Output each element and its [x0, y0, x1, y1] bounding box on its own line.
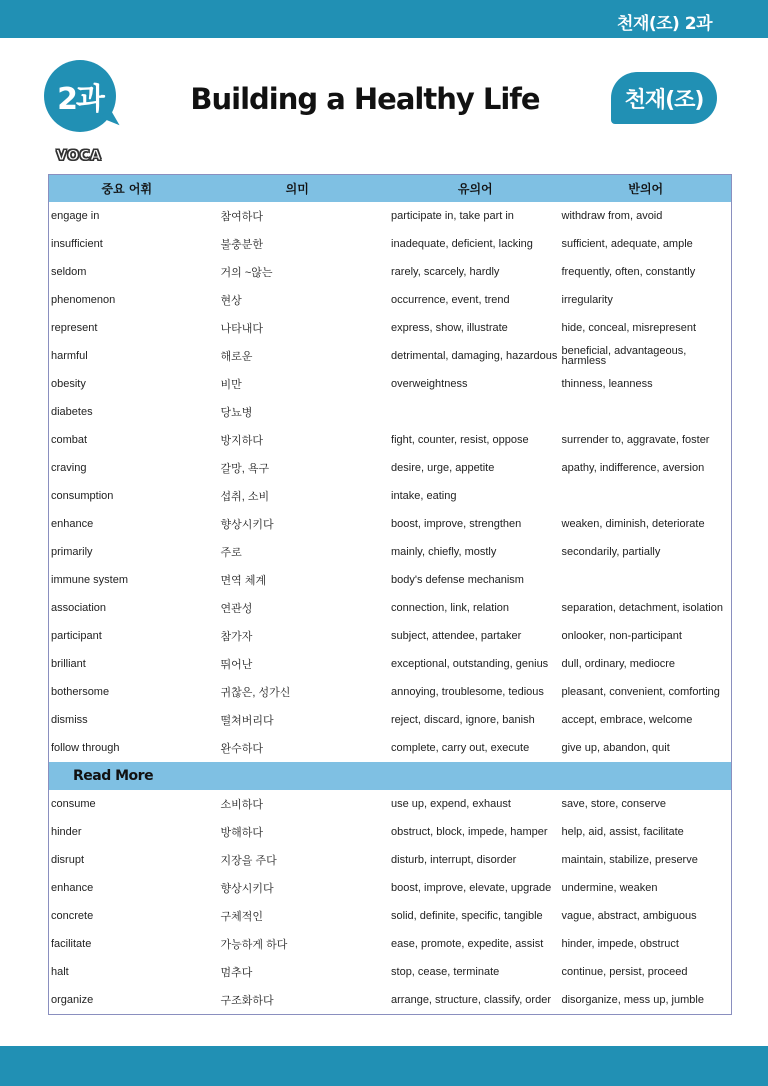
- cell-antonyms: surrender to, aggravate, foster: [561, 434, 710, 446]
- cell-meaning: 뛰어난: [220, 659, 253, 671]
- cell-synonyms: rarely, scarcely, hardly: [391, 266, 500, 278]
- cell-antonyms: continue, persist, proceed: [561, 966, 688, 978]
- cell-word: obesity: [51, 378, 86, 390]
- cell-word: brilliant: [51, 658, 86, 670]
- table-row: [49, 230, 731, 258]
- cell-word: diabetes: [51, 406, 93, 418]
- table-row: [49, 930, 731, 958]
- table-row: [49, 902, 731, 930]
- cell-word: represent: [51, 322, 98, 334]
- cell-antonyms: weaken, diminish, deteriorate: [561, 518, 705, 530]
- cell-synonyms: desire, urge, appetite: [391, 462, 495, 474]
- cell-meaning: 현상: [220, 295, 242, 307]
- cell-synonyms: fight, counter, resist, oppose: [391, 434, 529, 446]
- cell-meaning: 참가자: [220, 631, 253, 643]
- column-header-meaning: 의미: [285, 182, 309, 196]
- cell-antonyms: onlooker, non-participant: [561, 630, 682, 642]
- cell-word: consume: [51, 798, 96, 810]
- cell-word: combat: [51, 434, 88, 446]
- cell-antonyms: accept, embrace, welcome: [561, 714, 693, 726]
- table-row: [49, 622, 731, 650]
- cell-antonyms: dull, ordinary, mediocre: [561, 658, 676, 670]
- cell-antonyms: vague, abstract, ambiguous: [561, 910, 697, 922]
- cell-antonyms: separation, detachment, isolation: [561, 602, 723, 614]
- table-row: [49, 314, 731, 342]
- cell-antonyms: secondarily, partially: [561, 546, 661, 558]
- cell-word: primarily: [51, 546, 93, 558]
- column-header-word: 중요 어휘: [101, 182, 153, 196]
- table-row: [49, 342, 731, 370]
- cell-synonyms: exceptional, outstanding, genius: [391, 658, 549, 670]
- top-banner: [0, 0, 768, 38]
- table-row: [49, 958, 731, 986]
- table-row: [49, 594, 731, 622]
- table-row: [49, 678, 731, 706]
- cell-antonyms: maintain, stabilize, preserve: [561, 854, 698, 866]
- table-row: [49, 202, 731, 230]
- cell-synonyms: overweightness: [391, 378, 468, 390]
- table-header: [49, 175, 731, 202]
- cell-antonyms: pleasant, convenient, comforting: [561, 686, 720, 698]
- cell-meaning: 완수하다: [220, 743, 264, 755]
- cell-word: dismiss: [51, 714, 88, 726]
- cell-meaning: 향상시키다: [220, 519, 274, 531]
- cell-word: enhance: [51, 882, 94, 894]
- cell-synonyms: inadequate, deficient, lacking: [391, 238, 533, 250]
- cell-word: seldom: [51, 266, 87, 278]
- cell-synonyms: subject, attendee, partaker: [391, 630, 522, 642]
- cell-synonyms: use up, expend, exhaust: [391, 798, 511, 810]
- cell-word: participant: [51, 630, 102, 642]
- cell-antonyms: save, store, conserve: [561, 798, 667, 810]
- table-row: [49, 566, 731, 594]
- cell-word: follow through: [51, 742, 120, 754]
- cell-synonyms: solid, definite, specific, tangible: [391, 910, 543, 922]
- cell-meaning: 구체적인: [220, 911, 264, 923]
- cell-word: concrete: [51, 910, 94, 922]
- cell-synonyms: intake, eating: [391, 490, 457, 502]
- cell-meaning: 떨쳐버리다: [220, 715, 274, 727]
- cell-word: disrupt: [51, 854, 85, 866]
- table-row: [49, 286, 731, 314]
- cell-word: phenomenon: [51, 294, 116, 306]
- cell-synonyms: occurrence, event, trend: [391, 294, 510, 306]
- cell-synonyms: ease, promote, expedite, assist: [391, 938, 544, 950]
- publisher-badge: 천재(조): [611, 72, 717, 124]
- cell-meaning: 나타내다: [220, 323, 264, 335]
- cell-synonyms: connection, link, relation: [391, 602, 510, 614]
- cell-antonyms: apathy, indifference, aversion: [561, 462, 705, 474]
- table-row: [49, 258, 731, 286]
- cell-meaning: 비만: [220, 379, 242, 391]
- cell-antonyms: hide, conceal, misrepresent: [561, 322, 697, 334]
- table-row: [49, 454, 731, 482]
- column-header-antonym: 반의어: [628, 181, 664, 196]
- bottom-banner: [0, 1046, 768, 1086]
- voca-text: VOCA: [56, 148, 102, 164]
- cell-antonyms: hinder, impede, obstruct: [561, 938, 679, 950]
- table-row: [49, 538, 731, 566]
- cell-synonyms: reject, discard, ignore, banish: [391, 714, 535, 726]
- cell-word: enhance: [51, 518, 94, 530]
- cell-meaning: 가능하게 하다: [220, 939, 288, 951]
- cell-antonyms: give up, abandon, quit: [561, 742, 670, 754]
- cell-meaning: 연관성: [220, 603, 253, 615]
- cell-word: harmful: [51, 350, 88, 362]
- cell-antonyms: sufficient, adequate, ample: [561, 238, 693, 250]
- cell-meaning: 당뇨병: [220, 407, 253, 419]
- cell-antonyms: thinness, leanness: [561, 378, 653, 390]
- vocab-table: [48, 174, 732, 1015]
- cell-meaning: 방해하다: [220, 827, 264, 839]
- vocab-rows-main: [49, 202, 731, 762]
- cell-word: organize: [51, 994, 94, 1006]
- cell-antonyms: disorganize, mess up, jumble: [561, 994, 704, 1006]
- table-row: [49, 482, 731, 510]
- table-row: [49, 370, 731, 398]
- cell-meaning: 면역 체계: [220, 575, 267, 587]
- cell-synonyms: boost, improve, elevate, upgrade: [391, 882, 552, 894]
- cell-antonyms: withdraw from, avoid: [561, 210, 663, 222]
- vocab-rows-read-more: [49, 790, 731, 1014]
- cell-meaning: 소비하다: [220, 799, 264, 811]
- cell-meaning: 참여하다: [220, 211, 264, 223]
- table-row: [49, 706, 731, 734]
- cell-word: hinder: [51, 826, 82, 838]
- cell-synonyms: annoying, troublesome, tedious: [391, 686, 544, 698]
- table-row: [49, 398, 731, 426]
- cell-word: bothersome: [51, 686, 110, 698]
- cell-meaning: 향상시키다: [220, 883, 274, 895]
- table-row: [49, 790, 731, 818]
- table-row: [49, 426, 731, 454]
- cell-meaning: 멈추다: [220, 967, 253, 979]
- cell-synonyms: detrimental, damaging, hazardous: [391, 350, 558, 362]
- cell-antonyms: irregularity: [561, 294, 613, 306]
- cell-meaning: 불충분한: [220, 239, 264, 251]
- cell-meaning: 지장을 주다: [220, 855, 277, 867]
- column-header-synonym: 유의어: [457, 182, 493, 196]
- table-row: [49, 846, 731, 874]
- cell-synonyms: complete, carry out, execute: [391, 742, 530, 754]
- cell-word: engage in: [51, 210, 100, 222]
- lesson-badge-label: 2과: [57, 82, 103, 117]
- cell-antonyms: help, aid, assist, facilitate: [561, 826, 684, 838]
- cell-meaning: 귀찮은, 성가신: [220, 687, 291, 699]
- cell-meaning: 방지하다: [220, 435, 264, 447]
- cell-word: immune system: [51, 574, 129, 586]
- table-row: [49, 650, 731, 678]
- cell-synonyms: express, show, illustrate: [391, 322, 508, 334]
- table-row: [49, 874, 731, 902]
- cell-word: association: [51, 602, 107, 614]
- page-title: Building a Healthy Life: [190, 82, 540, 116]
- cell-meaning: 거의 ~않는: [220, 267, 273, 279]
- cell-antonyms: frequently, often, constantly: [561, 266, 696, 278]
- header-publisher: 천재(조) 2과: [617, 14, 712, 34]
- read-more-header: Read More: [49, 762, 731, 790]
- lesson-badge: [44, 60, 116, 132]
- cell-synonyms: body's defense mechanism: [391, 574, 524, 586]
- cell-synonyms: arrange, structure, classify, order: [391, 994, 551, 1006]
- cell-word: craving: [51, 462, 87, 474]
- cell-meaning: 해로운: [220, 351, 253, 363]
- table-row: [49, 510, 731, 538]
- cell-synonyms: boost, improve, strengthen: [391, 518, 522, 530]
- cell-synonyms: stop, cease, terminate: [391, 966, 500, 978]
- cell-word: halt: [51, 966, 69, 978]
- cell-meaning: 구조화하다: [220, 995, 274, 1007]
- section-label-voca: [56, 148, 102, 164]
- cell-synonyms: participate in, take part in: [391, 210, 514, 222]
- cell-synonyms: obstruct, block, impede, hamper: [391, 826, 548, 838]
- table-row: [49, 986, 731, 1014]
- cell-meaning: 갈망, 욕구: [220, 463, 270, 475]
- cell-antonyms: undermine, weaken: [561, 882, 658, 894]
- cell-synonyms: disturb, interrupt, disorder: [391, 854, 517, 866]
- cell-synonyms: mainly, chiefly, mostly: [391, 546, 497, 558]
- cell-word: consumption: [51, 490, 114, 502]
- cell-antonyms: beneficial, advantageous, harmless: [561, 345, 687, 367]
- table-row: [49, 734, 731, 762]
- table-row: [49, 818, 731, 846]
- cell-meaning: 섭취, 소비: [220, 491, 270, 503]
- cell-meaning: 주로: [220, 547, 242, 559]
- cell-word: insufficient: [51, 238, 103, 250]
- cell-word: facilitate: [51, 938, 92, 950]
